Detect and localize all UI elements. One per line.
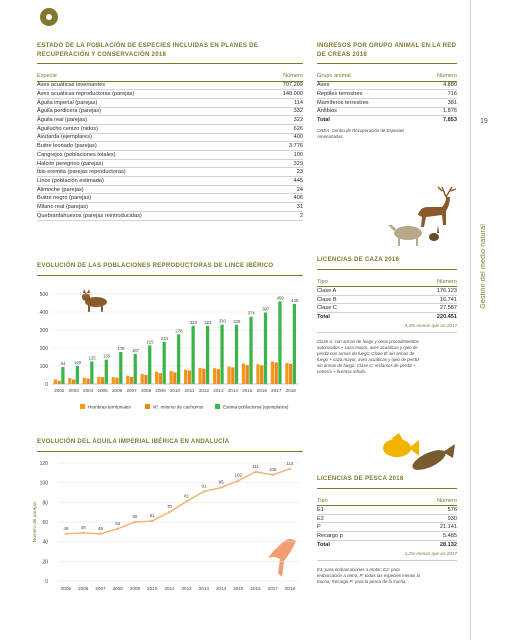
x-tick-label: 2009: [155, 388, 166, 393]
species-row: [37, 168, 303, 177]
row-label: Aguilucho cenizo (nidos): [37, 124, 260, 133]
eagle-chart-title: EVOLUCIÓN DEL ÁGUILA IMPERIAL IBÉRICA EN ANDALUCÍA: [37, 438, 230, 445]
row-label: Ibis eremita (parejas reproductoras): [37, 168, 260, 177]
data-label: 329: [233, 318, 241, 324]
bar-0: [97, 377, 100, 384]
bar-2: [90, 362, 93, 385]
row-label: Quebrantahuesos (parejas reintroducidas): [37, 211, 260, 220]
species-row: [37, 151, 303, 160]
x-tick-label: 2005: [97, 388, 108, 393]
y-tick-label: 40: [42, 539, 48, 546]
row-label: Clase C: [317, 304, 386, 313]
row-label: Clase B: [317, 295, 386, 304]
data-label: 330: [218, 318, 226, 324]
species-row: [37, 177, 303, 186]
row-value: 332: [260, 107, 303, 116]
row-label: Aves acuáticas reproductoras (parejas): [37, 90, 260, 99]
data-label: 61: [149, 513, 155, 519]
data-point: [99, 533, 101, 535]
row-value: 5.485: [396, 532, 457, 541]
row-label: Halcón peregrino (parejas): [37, 159, 260, 168]
fishing-section: [317, 475, 457, 585]
data-label: 48: [63, 525, 69, 531]
row-value: 176.123: [386, 287, 457, 296]
hunting-note: [317, 339, 457, 375]
fishing-row: [317, 523, 457, 532]
lynx-illustration: [82, 289, 107, 312]
note-line: embarcación a remo; P: todas las especies menos la: [317, 572, 420, 578]
data-label: 167: [131, 347, 139, 353]
x-tick-label: 2007: [95, 586, 106, 591]
row-value: 27.587: [386, 304, 457, 313]
y-tick-label: 200: [39, 346, 48, 352]
row-value: 21.141: [396, 523, 457, 532]
x-tick-label: 2012: [198, 388, 210, 393]
bar-1: [159, 373, 162, 384]
column-header: Número: [418, 72, 457, 81]
species-row: [37, 185, 303, 194]
row-value: 576: [396, 506, 457, 515]
data-point: [116, 528, 118, 530]
bar-1: [144, 375, 147, 384]
bar-0: [227, 367, 230, 384]
x-tick-label: 2011: [164, 586, 175, 591]
row-value: 31: [260, 203, 303, 212]
data-point: [220, 486, 222, 488]
y-tick-label: 400: [39, 310, 48, 316]
y-tick-label: 100: [39, 364, 48, 370]
bar-0: [155, 372, 158, 384]
row-value: 1.876: [418, 107, 457, 116]
income-row: [317, 98, 457, 107]
row-label: Aves: [317, 81, 418, 90]
row-label: Recargo p: [317, 532, 396, 541]
bar-1: [86, 379, 89, 384]
data-label: 374: [247, 310, 255, 316]
bar-0: [242, 363, 245, 384]
bar-2: [293, 304, 296, 384]
bar-2: [177, 334, 180, 384]
data-label: 60: [132, 514, 138, 519]
note-line: sin armas de fuego; Clase C: reclamos de perdiz +: [317, 363, 416, 369]
bar-2: [148, 345, 151, 384]
row-value: 445: [260, 177, 303, 186]
legend-label: Estima poblacional (ejemplares): [223, 404, 289, 410]
column-header: Número: [396, 497, 457, 506]
x-tick-label: 2017: [271, 388, 282, 393]
note-line: fuego + caza mayor, aves acuáticas y ojeo de perdiz: [317, 357, 420, 363]
hunting-table: [317, 278, 457, 322]
divider: [317, 63, 457, 64]
divider: [317, 269, 457, 270]
x-tick-label: 2008: [140, 388, 152, 393]
row-value: 716: [418, 90, 457, 99]
bar-1: [275, 362, 278, 384]
bar-0: [83, 378, 86, 384]
row-label: P: [317, 523, 396, 532]
bar-2: [235, 325, 238, 384]
y-tick-label: 60: [42, 520, 48, 526]
bar-2: [119, 352, 122, 384]
income-row: [317, 81, 457, 90]
bar-0: [213, 368, 216, 384]
row-label: Águila imperial (parejas): [37, 98, 260, 107]
income-row: [317, 90, 457, 99]
data-label: 94: [60, 361, 66, 367]
bar-1: [130, 377, 133, 384]
x-tick-label: 2008: [112, 586, 123, 591]
income-section: [317, 42, 457, 140]
x-tick-label: 2015: [242, 388, 253, 393]
hunting-row: [317, 295, 457, 304]
bar-1: [231, 367, 234, 384]
data-label: 81: [184, 493, 190, 499]
x-tick-label: 2010: [169, 388, 181, 393]
x-tick-label: 2014: [227, 388, 238, 393]
y-tick-label: 500: [39, 292, 48, 298]
data-label: 397: [262, 306, 270, 312]
x-tick-label: 2016: [250, 586, 261, 591]
data-label: 95: [218, 479, 224, 485]
x-tick-label: 2007: [126, 388, 137, 393]
bar-2: [76, 366, 79, 384]
x-tick-label: 2012: [181, 586, 192, 591]
row-value: 3.776: [260, 142, 303, 151]
row-label: Anfibios: [317, 107, 418, 116]
data-label: 459: [276, 295, 284, 301]
data-label: 114: [286, 460, 294, 466]
species-row: [37, 107, 303, 116]
row-label: Lince (población estimada): [37, 177, 260, 186]
x-tick-label: 2011: [184, 388, 195, 393]
data-label: 53: [115, 520, 121, 526]
y-tick-label: 300: [39, 328, 48, 334]
row-label: Águila real (parejas): [37, 116, 260, 125]
species-section: [37, 42, 303, 221]
data-point: [237, 480, 239, 482]
row-value: 100: [260, 151, 303, 160]
side-section-title: Gestión del medio natural: [480, 224, 487, 309]
x-tick-label: 2013: [198, 586, 209, 591]
note-line: autorizados + caza mayor, aves acuáticas y ojeo de: [317, 345, 418, 351]
x-tick-label: 2018: [284, 586, 296, 591]
fishing-row: [317, 532, 457, 541]
row-value: 2: [260, 211, 303, 220]
row-value: 114: [260, 98, 303, 107]
bar-0: [271, 362, 274, 384]
row-label: Mamíferos terrestres: [317, 98, 418, 107]
column-header: Tipo: [317, 497, 396, 506]
bar-1: [57, 381, 60, 384]
data-point: [168, 511, 170, 513]
note-line: E1: para embarcaciones a motor; E2: para: [317, 566, 400, 572]
species-table: [37, 72, 303, 221]
data-label: 102: [234, 472, 242, 478]
data-label: 70: [166, 504, 172, 510]
x-tick-label: 2003: [68, 388, 79, 393]
total-row: Total 220.451: [317, 314, 457, 321]
bar-2: [249, 317, 252, 384]
x-tick-label: 2015: [233, 586, 244, 591]
row-value: 707.209: [260, 81, 303, 90]
data-label: 111: [252, 463, 259, 469]
species-row: [37, 159, 303, 168]
data-point: [185, 500, 187, 502]
data-label: 108: [269, 466, 277, 472]
total-row: Total 7.853: [317, 117, 457, 124]
bar-1: [115, 378, 118, 384]
data-point: [65, 533, 67, 535]
row-label: Águila perdicera (parejas): [37, 107, 260, 116]
row-label: Buitre negro (parejas): [37, 194, 260, 203]
x-tick-label: 2014: [215, 586, 227, 591]
species-row: [37, 194, 303, 203]
species-row: [37, 203, 303, 212]
x-tick-label: 2004: [83, 388, 94, 393]
row-value: 329: [260, 159, 303, 168]
data-label: 48: [98, 525, 103, 531]
legend-swatch: [145, 404, 150, 409]
species-row: [37, 81, 303, 90]
income-title: INGRESOS POR GRUPO ANIMAL EN LA RED DE CREAS 2018: [317, 42, 457, 58]
row-value: 406: [260, 194, 303, 203]
fishing-row: [317, 514, 457, 523]
data-point: [82, 532, 84, 534]
data-label: 178: [117, 345, 125, 351]
column-header: Número: [386, 278, 457, 287]
column-header: Tipo: [317, 278, 386, 287]
data-label: 125: [88, 355, 96, 361]
divider: [37, 63, 303, 64]
species-row: [37, 90, 303, 99]
bar-0: [112, 377, 115, 384]
bar-1: [101, 377, 104, 384]
bar-0: [126, 376, 129, 384]
note-line: perdiz con armas de fuego; Clase B: sin armas de: [317, 351, 415, 357]
y-tick-label: 120: [39, 461, 48, 467]
divider: [37, 451, 303, 452]
legend-swatch: [80, 404, 85, 409]
eagle-chart-section: [37, 438, 303, 452]
note-line: Clase A: con armas de fuego y otros procedimientos: [317, 339, 419, 345]
data-label: 91: [201, 483, 207, 489]
row-value: 24: [260, 185, 303, 194]
fishing-change: 1,2% menos que en 2017: [404, 550, 457, 556]
divider: [317, 560, 457, 561]
column-header: Especie: [37, 72, 260, 81]
income-table: [317, 72, 457, 124]
bar-2: [105, 360, 108, 384]
x-tick-label: 2010: [147, 586, 158, 591]
bar-2: [278, 301, 281, 384]
lynx-chart-title: EVOLUCIÓN DE LAS POBLACIONES REPRODUCTORAS DE LINCE IBÉRICO: [37, 262, 274, 269]
deer-illustration: [380, 185, 465, 250]
bar-1: [217, 369, 220, 384]
row-value: 148.000: [260, 90, 303, 99]
lynx-chart-section: [37, 262, 303, 276]
x-tick-label: 2018: [285, 388, 296, 393]
page-number: 19: [480, 118, 488, 125]
data-label: 323: [204, 319, 212, 325]
note-line: cetrería + licencia rehala.: [317, 369, 367, 375]
bar-2: [163, 342, 166, 384]
row-label: Avutarda (ejemplares): [37, 133, 260, 142]
data-label: 49: [80, 524, 86, 530]
row-label: E2: [317, 514, 396, 523]
y-tick-label: 100: [39, 480, 48, 487]
data-label: 445: [291, 297, 299, 303]
row-label: Reptiles terrestres: [317, 90, 418, 99]
row-value: 16.741: [386, 295, 457, 304]
bar-2: [134, 354, 137, 384]
bar-2: [264, 313, 267, 384]
row-value: 322: [260, 116, 303, 125]
data-label: 234: [160, 335, 168, 341]
row-label: Buitre leonado (parejas): [37, 142, 260, 151]
x-tick-label: 2016: [256, 388, 267, 393]
data-point: [151, 520, 153, 522]
row-value: 930: [396, 514, 457, 523]
x-tick-label: 2013: [213, 388, 224, 393]
bar-2: [206, 326, 209, 384]
data-label: 323: [189, 319, 197, 325]
data-label: 100: [74, 360, 82, 365]
data-point: [289, 468, 291, 470]
margin-divider: [470, 0, 471, 640]
data-label: 215: [146, 339, 154, 345]
y-tick-label: 20: [42, 559, 48, 566]
species-title: ESTADO DE LA POBLACIÓN DE ESPECIES INCLUIDAS EN PLANES DE RECUPERACIÓN Y CONSERVACIÓN 2018: [37, 42, 259, 58]
y-tick-label: 0: [45, 382, 48, 388]
data-point: [254, 471, 256, 473]
bar-1: [188, 371, 191, 385]
income-row: [317, 107, 457, 116]
y-tick-label: 0: [45, 579, 48, 585]
bar-2: [220, 325, 223, 384]
bar-0: [141, 374, 144, 384]
column-header: Número: [260, 72, 303, 81]
x-tick-label: 2005: [60, 586, 72, 591]
data-label: 276: [175, 328, 183, 334]
bar-1: [246, 365, 249, 384]
row-label: Aves acuáticas invernantes: [37, 81, 260, 90]
fishing-note: [317, 567, 457, 585]
section-icon: [40, 8, 58, 26]
x-tick-label: 2017: [267, 586, 278, 591]
row-label: Alimoche (parejas): [37, 185, 260, 194]
bar-2: [191, 326, 194, 384]
row-label: Milano real (parejas): [37, 203, 260, 212]
bar-0: [68, 378, 71, 384]
hunting-row: [317, 304, 457, 313]
eagle-chart: [30, 455, 305, 595]
bar-1: [202, 369, 205, 384]
row-label: E1: [317, 506, 396, 515]
fish-illustration: [375, 430, 460, 480]
data-label: 135: [103, 353, 111, 359]
bar-1: [173, 372, 176, 384]
species-row: [37, 98, 303, 107]
x-tick-label: 2009: [129, 586, 141, 591]
row-label: Clase A: [317, 287, 386, 296]
fishing-title: LICENCIAS DE PESCA 2018: [317, 475, 404, 482]
species-row: [37, 124, 303, 133]
hunting-change: 4,3% menos que en 2017: [404, 323, 457, 329]
hunting-row: [317, 287, 457, 296]
data-point: [134, 521, 136, 523]
row-value: 4.880: [418, 81, 457, 90]
hunting-section: [317, 256, 457, 375]
y-tick-label: 80: [42, 500, 48, 507]
note-line: trucha; Recargo P: para la pesca de la trucha.: [317, 578, 407, 584]
data-point: [203, 490, 205, 492]
species-row: [37, 116, 303, 125]
fishing-table: [317, 497, 457, 549]
x-tick-label: 2002: [54, 388, 65, 393]
bar-0: [170, 371, 173, 384]
bar-0: [184, 370, 187, 384]
eagle-illustration: [268, 539, 296, 577]
bar-0: [256, 364, 259, 384]
bar-1: [289, 364, 292, 384]
bar-0: [285, 363, 288, 384]
species-row: [37, 211, 303, 220]
bar-1: [260, 365, 263, 384]
legend-swatch: [215, 404, 220, 409]
total-row: Total 28.132: [317, 541, 457, 548]
x-tick-label: 2006: [78, 586, 89, 591]
divider: [317, 332, 457, 333]
row-value: 626: [260, 124, 303, 133]
bar-1: [72, 380, 75, 385]
divider: [37, 275, 303, 276]
column-header: Grupo animal: [317, 72, 418, 81]
species-row: [37, 133, 303, 142]
row-label: Cangrejos (poblaciones totales): [37, 151, 260, 160]
legend-label: Nº. mínimo de cachorros: [153, 404, 204, 410]
income-note: CREA: Centro de Recuperación de Especies Amenazadas.: [317, 128, 405, 140]
legend-label: Hembras territoriales: [88, 404, 131, 410]
bar-2: [61, 367, 64, 384]
bar-0: [198, 368, 201, 384]
row-value: 400: [260, 133, 303, 142]
data-point: [272, 474, 274, 476]
lynx-chart: [30, 282, 305, 417]
x-tick-label: 2006: [112, 388, 123, 393]
y-axis-label: Número de parejas: [33, 501, 38, 543]
row-value: 23: [260, 168, 303, 177]
fishing-row: [317, 506, 457, 515]
bar-0: [54, 379, 57, 384]
species-row: [37, 142, 303, 151]
hunting-title: LICENCIAS DE CAZA 2018: [317, 256, 400, 263]
divider: [317, 488, 457, 489]
row-value: 381: [418, 98, 457, 107]
